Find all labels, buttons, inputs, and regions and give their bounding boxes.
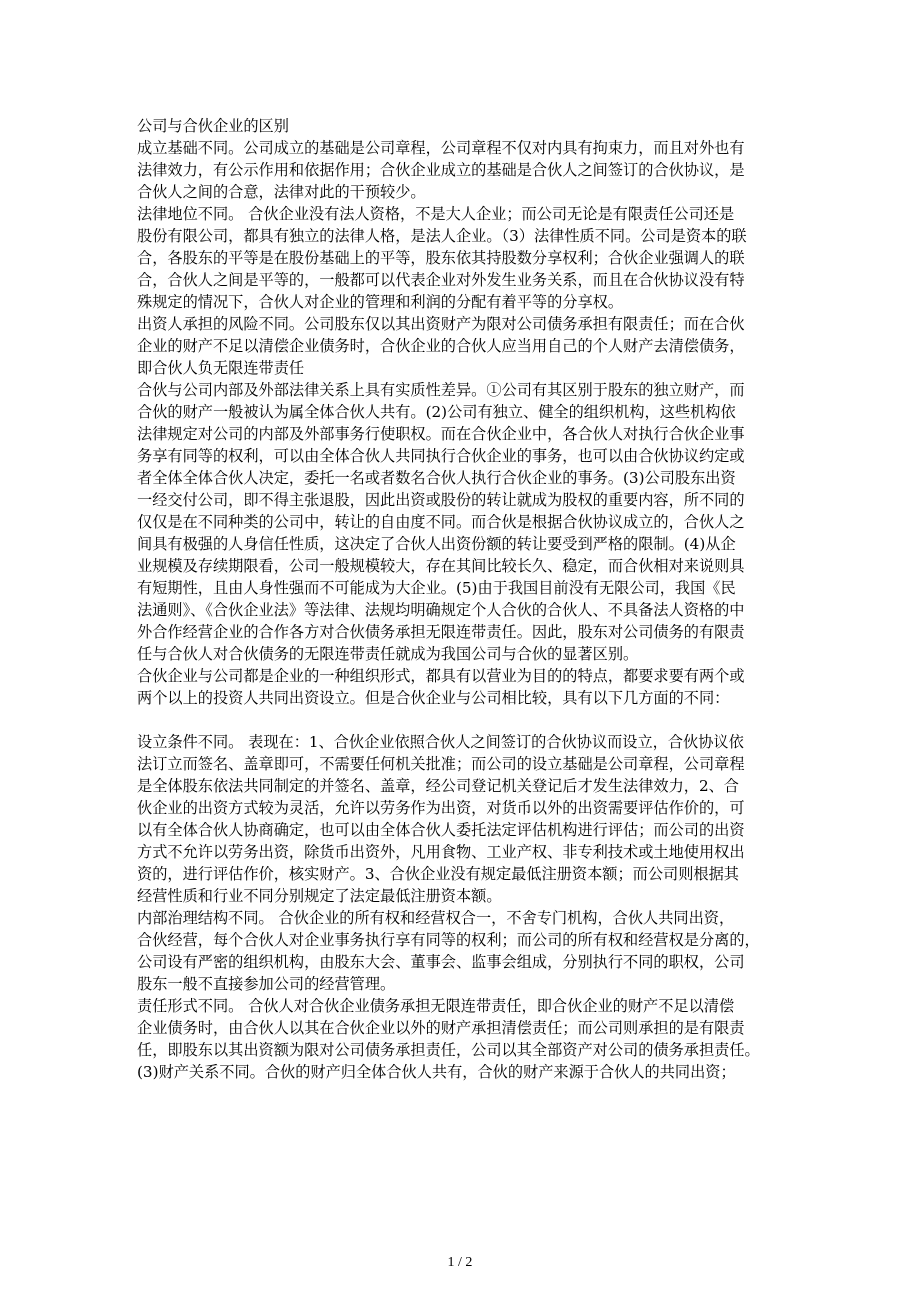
text-line: 方式不允许以劳务出资，除货币出资外，凡用食物、工业产权、非专利技术或土地使用权出 xyxy=(137,843,745,861)
text-line: 出资人承担的风险不同。公司股东仅以其出资财产为限对公司债务承担有限责任；而在合伙 xyxy=(137,315,745,333)
text-line: 股份有限公司，都具有独立的法律人格，是法人企业。（3）法律性质不同。公司是资本的联 xyxy=(137,227,747,245)
text-line: 外合作经营企业的合作各方对合伙债务承担无限连带责任。因此，股东对公司债务的有限责 xyxy=(137,623,745,641)
text-line: (3)财产关系不同。合伙的财产归全体合伙人共有，合伙的财产来源于合伙人的共同出资； xyxy=(137,1063,736,1081)
text-line: 务享有同等的权利，可以由全体合伙人共同执行合伙企业的事务，也可以由合伙协议约定或 xyxy=(137,447,745,465)
text-line: 企业的财产不足以清偿企业债务时，合伙企业的合伙人应当用自己的个人财产去清偿债务， xyxy=(137,337,745,355)
text-line: 法订立而签名、盖章即可，不需要任何机关批准；而公司的设立基础是公司章程，公司章程 xyxy=(137,755,745,773)
text-line: 以有全体合伙人协商确定，也可以由全体合伙人委托法定评估机构进行评估；而公司的出资 xyxy=(137,821,745,839)
text-line: 设立条件不同。 表现在：1、合伙企业依照合伙人之间签订的合伙协议而设立，合伙协议依 xyxy=(137,733,744,751)
text-line: 公司设有严密的组织机构，由股东大会、董事会、监事会组成，分别执行不同的职权，公司 xyxy=(137,953,745,971)
text-line: 合伙与公司内部及外部法律关系上具有实质性差异。①公司有其区别于股东的独立财产，而 xyxy=(137,381,745,399)
text-line: 法律地位不同。 合伙企业没有法人资格，不是大人企业；而公司无论是有限责任公司还是 xyxy=(137,205,735,223)
text-line: 法通则》、《合伙企业法》等法律、法规均明确规定个人合伙的合伙人、不具备法人资格的中 xyxy=(137,601,745,619)
text-line: 任，即股东以其出资额为限对公司债务承担责任，公司以其全部资产对公司的债务承担责任。 xyxy=(137,1041,760,1059)
text-line: 公司与合伙企业的区别 xyxy=(137,117,289,135)
text-line: 合，合伙人之间是平等的，一般都可以代表企业对外发生业务关系，而且在合伙协议没有特 xyxy=(137,271,745,289)
text-line: 合伙人之间的合意，法律对此的干预较少。 xyxy=(137,183,426,201)
text-line: 殊规定的情况下，合伙人对企业的管理和利润的分配有着平等的分享权。 xyxy=(137,293,623,311)
text-line: 股东一般不直接参加公司的经营管理。 xyxy=(137,975,396,993)
text-line: 者全体全体合伙人决定，委托一名或者数名合伙人执行合伙企业的事务。(3)公司股东出资 xyxy=(137,469,736,487)
text-line: 法律规定对公司的内部及外部事务行使职权。而在合伙企业中，各合伙人对执行合伙企业事 xyxy=(137,425,745,443)
text-line: 内部治理结构不同。 合伙企业的所有权和经营权合一，不舍专门机构，合伙人共同出资， xyxy=(137,909,735,927)
text-line: 资的，进行评估作价，核实财产。3、合伙企业没有规定最低注册资本额；而公司则根据其 xyxy=(137,865,739,883)
text-line: 企业债务时，由合伙人以其在合伙企业以外的财产承担清偿责任；而公司则承担的是有限责 xyxy=(137,1019,745,1037)
text-line: 仅仅是在不同种类的公司中，转让的自由度不同。而合伙是根据合伙协议成立的，合伙人之 xyxy=(137,513,745,531)
text-line: 经营性质和行业不同分别规定了法定最低注册资本额。 xyxy=(137,887,502,905)
text-line: 两个以上的投资人共同出资设立。但是合伙企业与公司相比较，具有以下几方面的不同： xyxy=(137,689,730,707)
text-line: 间具有极强的人身信任性质，这决定了合伙人出资份额的转让要受到严格的限制。(4)从企 xyxy=(137,535,736,553)
text-line: 伙企业的出资方式较为灵活，允许以劳务作为出资，对货币以外的出资需要评估作价的，可 xyxy=(137,799,745,817)
text-line: 是全体股东依法共同制定的并签名、盖章，经公司登记机关登记后才发生法律效力，2、合 xyxy=(137,777,739,795)
text-line: 即合伙人负无限连带责任 xyxy=(137,359,305,377)
text-line: 合伙经营，每个合伙人对企业事务执行享有同等的权利；而公司的所有权和经营权是分离的， xyxy=(137,931,760,949)
text-line: 合，各股东的平等是在股份基础上的平等，股东依其持股数分享权利；合伙企业强调人的联 xyxy=(137,249,745,267)
text-line: 法律效力，有公示作用和依据作用；合伙企业成立的基础是合伙人之间签订的合伙协议，是 xyxy=(137,161,745,179)
text-line: 合伙的财产一般被认为属全体合伙人共有。(2)公司有独立、健全的组织机构，这些机构依 xyxy=(137,403,736,421)
text-line: 一经交付公司，即不得主张退股，因此出资或股份的转让就成为股权的重要内容，所不同的 xyxy=(137,491,745,509)
text-line: 成立基础不同。公司成立的基础是公司章程，公司章程不仅对内具有拘束力，而且对外也有 xyxy=(137,139,745,157)
text-line: 有短期性，且由人身性强而不可能成为大企业。(5)由于我国目前没有无限公司，我国《民 xyxy=(137,579,736,597)
text-line: 合伙企业与公司都是企业的一种组织形式，都具有以营业为目的的特点，都要求要有两个或 xyxy=(137,667,745,685)
text-line: 任与合伙人对合伙债务的无限连带责任就成为我国公司与合伙的显著区别。 xyxy=(137,645,639,663)
text-line: 责任形式不同。 合伙人对合伙企业债务承担无限连带责任，即合伙企业的财产不足以清偿 xyxy=(137,997,735,1015)
page-number: 1 / 2 xyxy=(447,1255,473,1270)
text-line: 业规模及存续期限看，公司一般规模较大，存在其间比较长久、稳定，而合伙相对来说则具 xyxy=(137,557,745,575)
